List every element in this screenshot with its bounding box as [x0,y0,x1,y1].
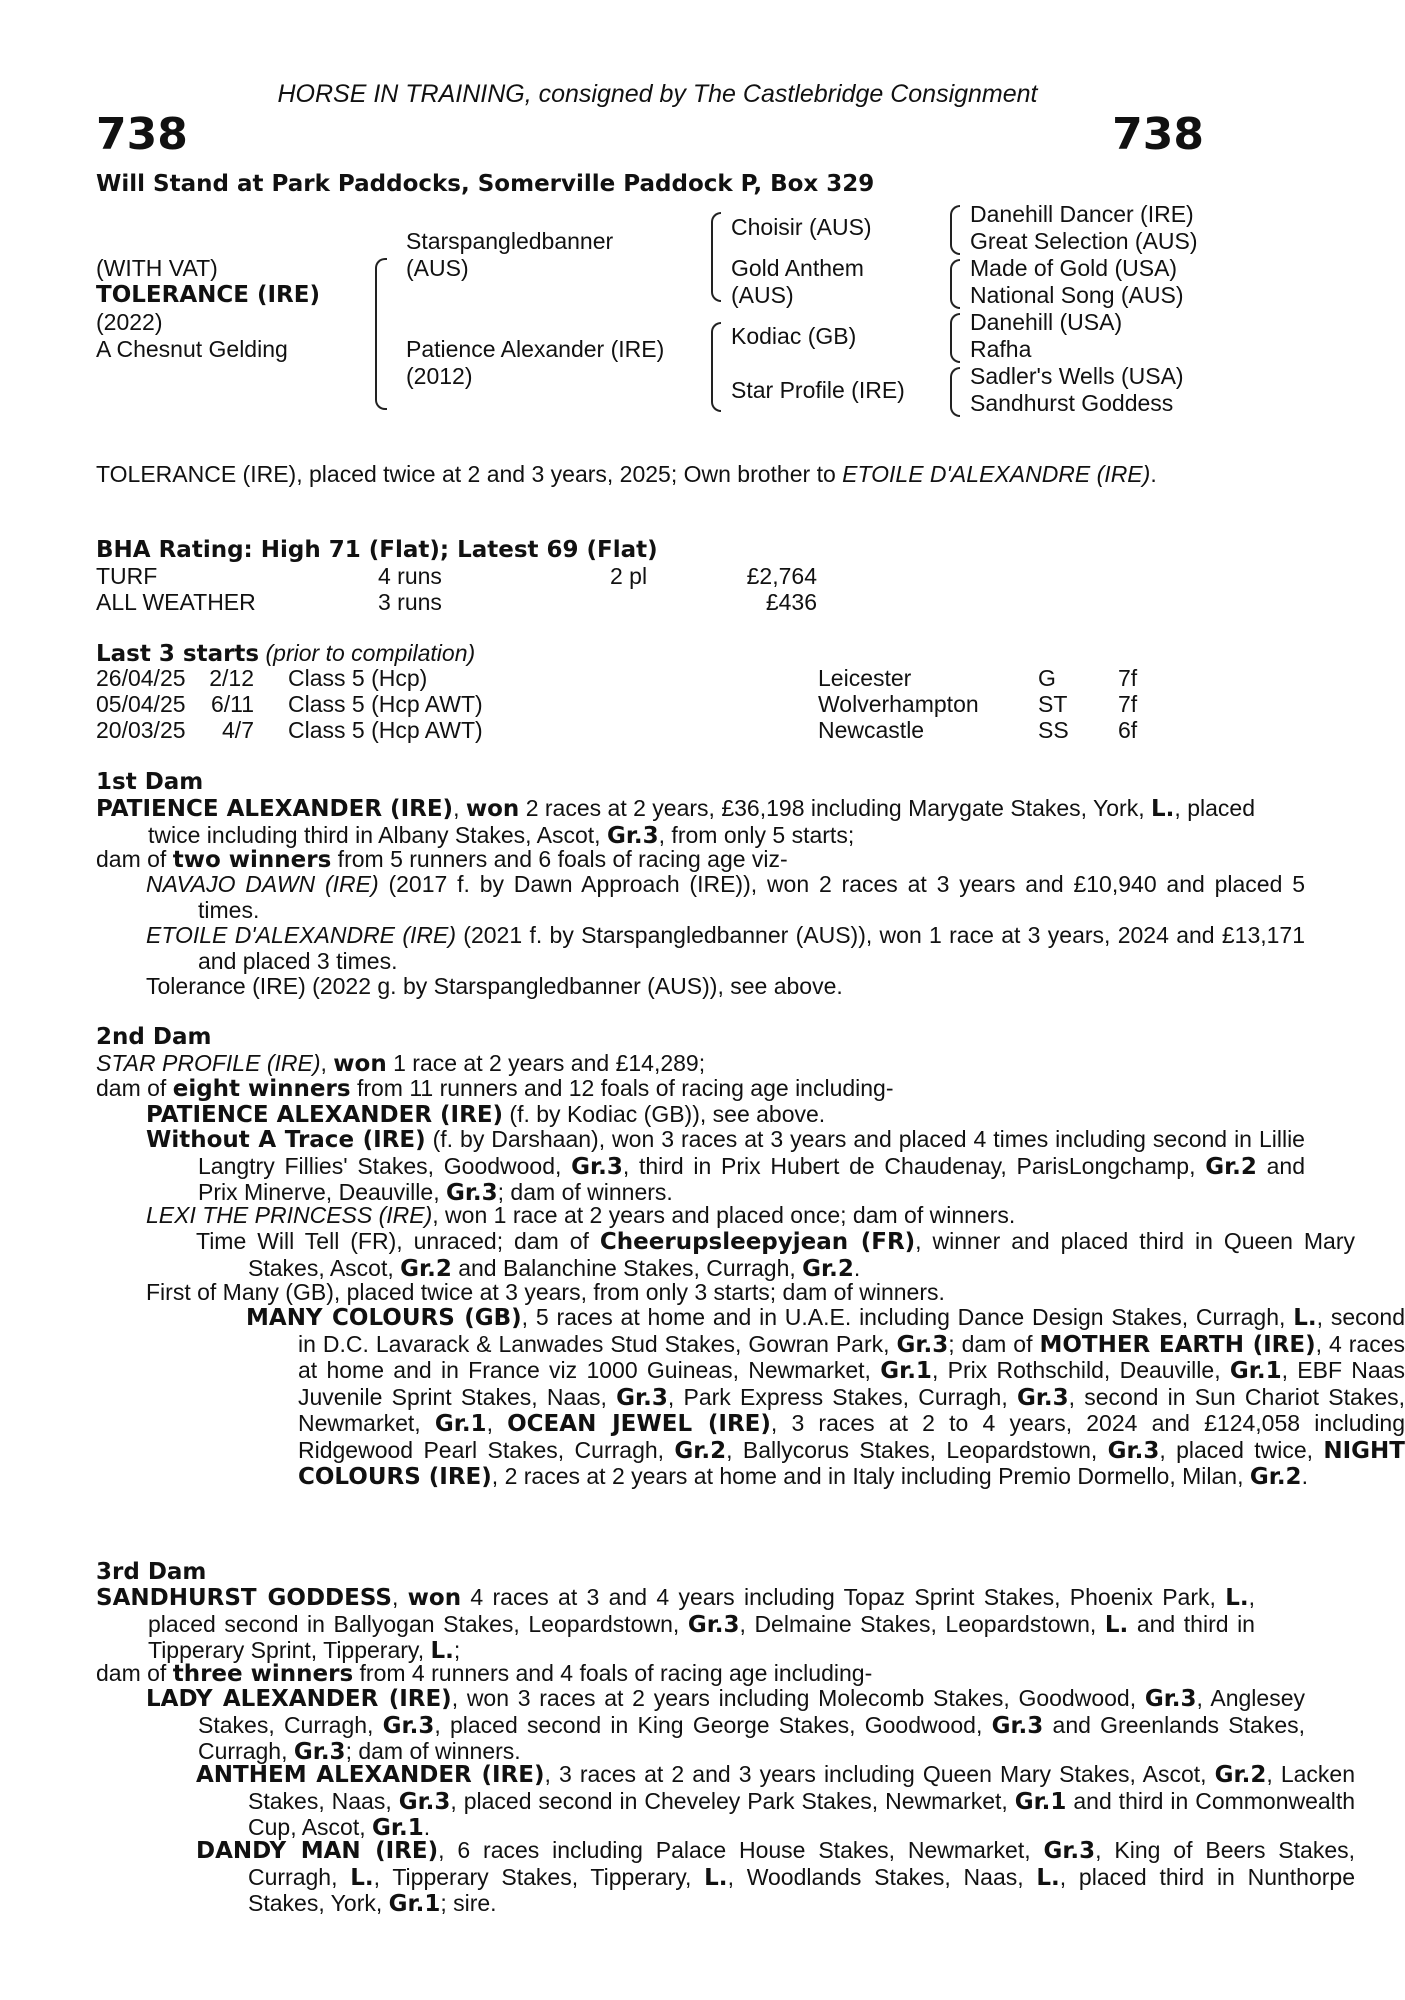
dam2-para-1: STAR PROFILE (IRE), won 1 race at 2 years and £14,289; [96,1050,706,1077]
dam-name: Patience Alexander (IRE) [406,336,665,362]
sire-name: Starspangledbanner [406,228,614,254]
dam1-para-2: dam of two winners from 5 runners and 6 foals of racing age viz- [96,846,788,873]
start-row: 26/04/25 2/12 Class 5 (Hcp) Leicester G 7f [96,665,1138,691]
consignor-line: HORSE IN TRAINING, consigned by The Castlebridge Consignment [277,80,1038,108]
dam2-para-6: Time Will Tell (FR), unraced; dam of Cheerupsleepyjean (FR), winner and placed third in Queen Mary Stakes, Ascot, Gr.2 and Balanchine Stakes, Curragh, Gr.2. [196,1228,1355,1282]
dam3-para-5: DANDY MAN (IRE), 6 races including Palace House Stakes, Newmarket, Gr.3, King of Beers Stakes, Curragh, L., Tipperary Stakes, Tipperary, L., Woodlands Stakes, Naas, L., placed third in Nunthorpe Stakes, York, Gr.1; sire. [196,1837,1356,1917]
dam2-para-4: Without A Trace (IRE) (f. by Darshaan), won 3 races at 3 years and placed 4 times including second in Lillie Langtry Fillies' Stakes, Goodwood, Gr.3, third in Prix Hubert de Chaudenay, ParisLongchamp, Gr.2 and Prix Minerve, Deauville, Gr.3; dam of winners. [146,1126,1306,1206]
brace-dam [711,322,721,412]
sire-dam-country: (AUS) [731,282,794,308]
dam1-para-1: PATIENCE ALEXANDER (IRE), won 2 races at 2 years, £36,198 including Marygate Stakes, York, L., placed twice including third in Albany Stakes, Ascot, Gr.3, from only 5 starts; [96,795,1255,849]
brace-ggs-2 [950,259,960,309]
starts-title: Last 3 starts (prior to compilation) [96,640,476,667]
stand-location: Will Stand at Park Paddocks, Somerville Paddock P, Box 329 [96,171,875,197]
start-row: 20/03/25 4/7 Class 5 (Hcp AWT) Newcastle SS 6f [96,717,1138,743]
brace-ggs-3 [950,313,960,363]
dam-year: (2012) [406,363,473,389]
dam1-para-4: ETOILE D'ALEXANDRE (IRE) (2021 f. by Starspangledbanner (AUS)), won 1 race at 3 years, 2024 and £13,171 and placed 3 times. [146,922,1306,974]
sire-country: (AUS) [406,255,469,281]
dam1-para-5: Tolerance (IRE) (2022 g. by Starspangledbanner (AUS)), see above. [146,973,843,999]
dam1-title: 1st Dam [96,769,204,795]
ggs-7: Sadler's Wells (USA) [970,363,1184,389]
start-row: 05/04/25 6/11 Class 5 (Hcp AWT) Wolverhampton ST 7f [96,691,1138,717]
dam2-para-5: LEXI THE PRINCESS (IRE), won 1 race at 2 years and placed once; dam of winners. [146,1202,1016,1228]
dam1-para-3: NAVAJO DAWN (IRE) (2017 f. by Dawn Approach (IRE)), won 2 races at 3 years and £10,940 and placed 5 times. [146,871,1305,923]
dam2-para-2: dam of eight winners from 11 runners and 12 foals of racing age including- [96,1075,894,1102]
horse-year: (2022) [96,309,163,335]
intro-paragraph: TOLERANCE (IRE), placed twice at 2 and 3 years, 2025; Own brother to ETOILE D'ALEXANDRE (IRE). [96,461,1157,487]
brace-ggs-4 [950,367,960,417]
lot-number-left: 738 [96,109,188,160]
brace-sire [711,212,721,302]
ggs-8: Sandhurst Goddess [970,390,1174,416]
lot-number-right: 738 [1112,109,1204,160]
rating-row-aw: ALL WEATHER 3 runs £436 [96,589,817,615]
dam-dam: Star Profile (IRE) [731,377,905,403]
dam2-para-3: PATIENCE ALEXANDER (IRE) (f. by Kodiac (GB)), see above. [146,1101,826,1128]
ggs-3: Made of Gold (USA) [970,255,1178,281]
brace-ggs-1 [950,205,960,255]
sire-sire: Choisir (AUS) [731,214,872,240]
horse-description: A Chesnut Gelding [96,336,288,362]
dam3-para-4: ANTHEM ALEXANDER (IRE), 3 races at 2 and 3 years including Queen Mary Stakes, Ascot, Gr.2, Lacken Stakes, Naas, Gr.3, placed second in Cheveley Park Stakes, Newmarket, Gr.1 and third in Commonwealth Cup, Ascot, Gr.1. [196,1761,1355,1841]
dam2-para-8: MANY COLOURS (GB), 5 races at home and in U.A.E. including Dance Design Stakes, Curragh, L., second in D.C. Lavarack & Lanwades Stud Stakes, Gowran Park, Gr.3; dam of MOTHER EARTH (IRE), 4 races at home and in France viz 1000 Guineas, Newmarket, Gr.1, Prix Rothschild, Deauville, Gr.1, EBF Naas Juvenile Sprint Stakes, Naas, Gr.3, Park Express Stakes, Curragh, Gr.3, second in Sun Chariot Stakes, Newmarket, Gr.1, OCEAN JEWEL (IRE), 3 races at 2 to 4 years, 2024 and £124,058 including Ridgewood Pearl Stakes, Curragh, Gr.2, Ballycorus Stakes, Leopardstown, Gr.3, placed twice, NIGHT COLOURS (IRE), 2 races at 2 years at home and in Italy including Premio Dormello, Milan, Gr.2. [246,1304,1405,1490]
ggs-5: Danehill (USA) [970,309,1123,335]
dam2-title: 2nd Dam [96,1024,212,1050]
dam3-para-2: dam of three winners from 4 runners and 4 foals of racing age including- [96,1660,873,1687]
ggs-2: Great Selection (AUS) [970,228,1198,254]
horse-vat: (WITH VAT) [96,255,218,281]
horse-name: TOLERANCE (IRE) [96,282,320,308]
dam3-para-1: SANDHURST GODDESS, won 4 races at 3 and 4 years including Topaz Sprint Stakes, Phoenix Park, L., placed second in Ballyogan Stakes, Leopardstown, Gr.3, Delmaine Stakes, Leopardstown, L. and third in Tipperary Sprint, Tipperary, L.; [96,1584,1255,1664]
rating-row-turf: TURF 4 runs 2 pl £2,764 [96,563,817,589]
ggs-1: Danehill Dancer (IRE) [970,201,1194,227]
dam-sire: Kodiac (GB) [731,323,857,349]
ggs-6: Rafha [970,336,1032,362]
dam2-para-7: First of Many (GB), placed twice at 3 years, from only 3 starts; dam of winners. [146,1279,945,1305]
dam3-title: 3rd Dam [96,1559,207,1585]
brace-horse [375,258,387,410]
dam3-para-3: LADY ALEXANDER (IRE), won 3 races at 2 years including Molecomb Stakes, Goodwood, Gr.3, Anglesey Stakes, Curragh, Gr.3, placed second in King George Stakes, Goodwood, Gr.3 and Greenlands Stakes, Curragh, Gr.3; dam of winners. [146,1685,1305,1765]
rating-title: BHA Rating: High 71 (Flat); Latest 69 (Flat) [96,537,658,563]
sire-dam: Gold Anthem [731,255,864,281]
ggs-4: National Song (AUS) [970,282,1184,308]
